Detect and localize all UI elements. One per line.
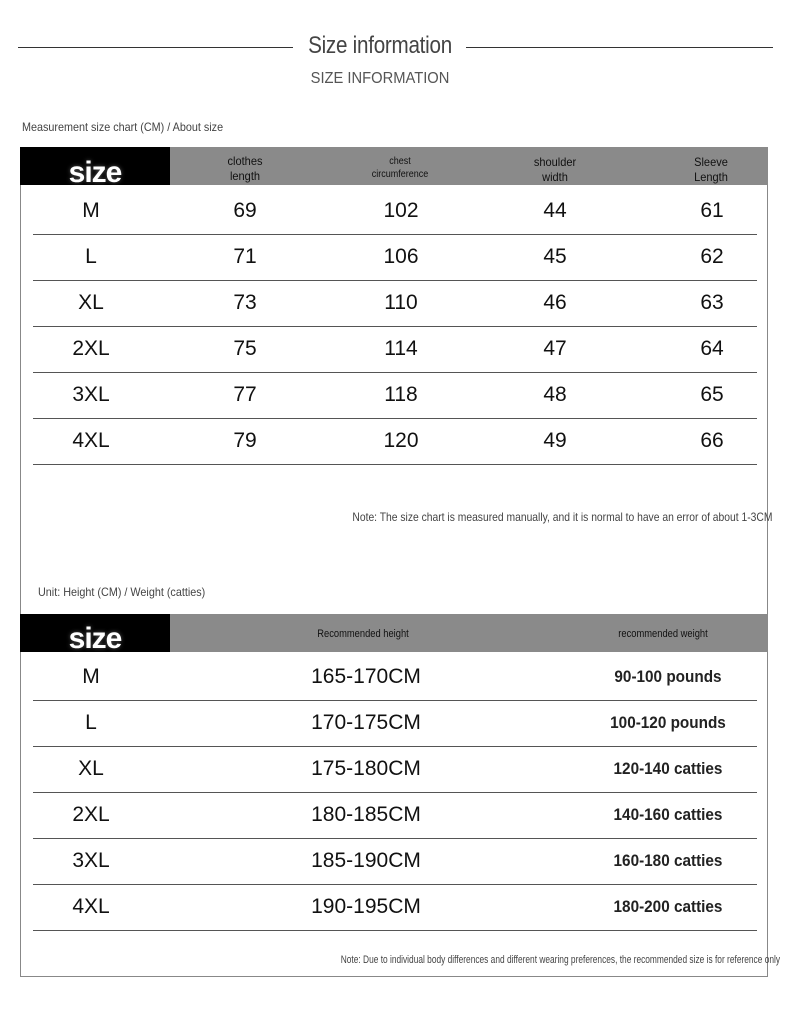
weight-value: 160-180 catties: [613, 851, 723, 870]
height-value: 175-180CM: [311, 757, 421, 780]
sleeve-value: 64: [700, 337, 724, 360]
size-value: XL: [78, 291, 104, 314]
sleeve-value: 63: [700, 291, 724, 314]
chest-value: 114: [384, 337, 418, 360]
table-row: [33, 235, 757, 281]
size-header-label: size: [68, 622, 122, 655]
table-row: [33, 793, 757, 839]
sleeve-value: 66: [700, 429, 724, 452]
size-value: 4XL: [72, 895, 110, 918]
table-row: [33, 839, 757, 885]
size-value: 4XL: [72, 429, 110, 452]
table-row: [33, 419, 757, 465]
shoulder-value: 44: [543, 199, 567, 222]
length-value: 73: [233, 291, 257, 314]
length-value: 75: [233, 337, 257, 360]
shoulder-value: 45: [543, 245, 567, 268]
weight-value: 120-140 catties: [613, 759, 723, 778]
recommendation-caption: Unit: Height (CM) / Weight (catties): [38, 585, 206, 599]
table-row: [33, 189, 757, 235]
table-row: [33, 281, 757, 327]
col-header-clothes-length: clothes length: [227, 154, 263, 183]
size-value: L: [85, 711, 97, 734]
col-header-recommended-height: Recommended height: [317, 628, 409, 640]
title-rule-left: [18, 47, 293, 48]
col-header-chest-circumference: chest circumference: [371, 156, 429, 180]
height-value: 185-190CM: [311, 849, 421, 872]
size-value: M: [82, 199, 100, 222]
size-value: M: [82, 665, 100, 688]
col-header-sleeve-length: Sleeve Length: [694, 155, 728, 184]
length-value: 71: [233, 245, 257, 268]
weight-value: 140-160 catties: [613, 805, 723, 824]
table-row: [33, 327, 757, 373]
title-rule-right: [466, 47, 773, 48]
chest-value: 118: [384, 383, 418, 406]
height-value: 180-185CM: [311, 803, 421, 826]
length-value: 79: [233, 429, 257, 452]
shoulder-value: 49: [543, 429, 567, 452]
recommendation-table-header: [20, 614, 768, 655]
table-row: [33, 655, 757, 701]
size-header-cell: [20, 147, 170, 189]
shoulder-value: 46: [543, 291, 567, 314]
shoulder-value: 47: [543, 337, 567, 360]
size-value: XL: [78, 757, 104, 780]
size-value: 2XL: [72, 803, 110, 826]
table-row: [33, 701, 757, 747]
recommendation-note: Note: Due to individual body differences and different wearing preferences, the recommended size is for reference only: [340, 954, 780, 966]
chest-value: 102: [383, 199, 419, 222]
chest-value: 106: [383, 245, 419, 268]
size-value: 3XL: [72, 383, 110, 406]
table-row: [33, 373, 757, 419]
sleeve-value: 61: [700, 199, 724, 222]
size-value: 3XL: [72, 849, 110, 872]
row-divider: [33, 930, 757, 931]
length-value: 77: [233, 383, 257, 406]
shoulder-value: 48: [543, 383, 567, 406]
sleeve-value: 65: [700, 383, 724, 406]
measurement-note: Note: The size chart is measured manually, and it is normal to have an error of about 1-3CM: [351, 510, 772, 524]
length-value: 69: [233, 199, 257, 222]
weight-value: 90-100 pounds: [614, 667, 722, 686]
col-header-shoulder-width: shoulder width: [533, 155, 577, 184]
sleeve-value: 62: [700, 245, 724, 268]
chest-value: 110: [384, 291, 418, 314]
size-header-cell: [20, 614, 170, 655]
weight-value: 100-120 pounds: [610, 713, 726, 732]
page-subtitle: SIZE INFORMATION: [310, 70, 450, 87]
height-value: 190-195CM: [311, 895, 421, 918]
col-header-recommended-weight: recommended weight: [618, 628, 708, 640]
height-value: 165-170CM: [311, 665, 421, 688]
chest-value: 120: [383, 429, 419, 452]
table-row: [33, 885, 757, 931]
measurement-table-header: [20, 147, 768, 189]
measurement-caption: Measurement size chart (CM) / About size: [22, 120, 224, 134]
size-value: 2XL: [72, 337, 110, 360]
size-value: L: [85, 245, 97, 268]
table-row: [33, 747, 757, 793]
weight-value: 180-200 catties: [613, 897, 723, 916]
size-header-label: size: [68, 156, 122, 189]
height-value: 170-175CM: [311, 711, 421, 734]
row-divider: [33, 464, 757, 465]
page-title: Size information: [308, 32, 452, 59]
